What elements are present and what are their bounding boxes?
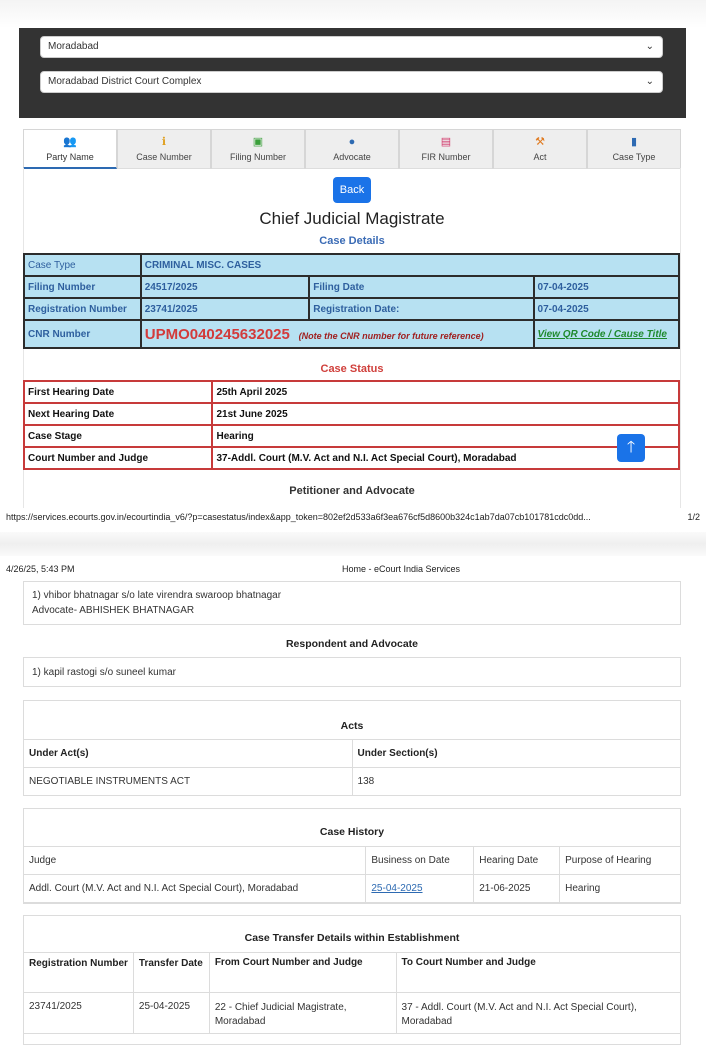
registration-number-value: 23741/2025	[141, 298, 310, 320]
district-select[interactable]	[40, 36, 663, 58]
tab-label: Case Type	[612, 152, 656, 162]
petitioner-card	[23, 581, 681, 625]
filing-date-label: Filing Date	[309, 276, 533, 298]
top-fade	[0, 0, 706, 28]
transfer-header: Transfer Date	[133, 953, 209, 993]
print-datetime: 4/26/25, 5:43 PM	[6, 564, 75, 574]
tab-label: FIR Number	[421, 152, 471, 162]
status-value: Hearing	[212, 425, 679, 447]
view-qr-code-link[interactable]: View QR Code / Cause Title	[537, 328, 667, 340]
tab-case-number[interactable]	[117, 129, 211, 169]
status-label: Next Hearing Date	[24, 403, 212, 425]
tab-party-name[interactable]	[23, 129, 117, 169]
history-header: Hearing Date	[474, 847, 560, 875]
court-complex-value: Moradabad District Court Complex	[48, 76, 202, 87]
transfer-to-court: 37 - Addl. Court (M.V. Act and N.I. Act Special Court), Moradabad	[396, 993, 680, 1034]
business-date-link[interactable]: 25-04-2025	[371, 883, 423, 894]
page-break	[0, 532, 706, 556]
acts-title: Acts	[340, 720, 364, 732]
history-hearing-date: 21-06-2025	[474, 875, 560, 903]
case-type-label: Case Type	[24, 254, 141, 276]
petitioner-advocate: Advocate- ABHISHEK BHATNAGAR	[32, 605, 195, 616]
respondent-name: 1) kapil rastogi s/o suneel kumar	[32, 667, 176, 678]
acts-header: Under Act(s)	[24, 740, 353, 768]
case-details-title: Case Details	[319, 235, 385, 247]
transfer-from-court: 22 - Chief Judicial Magistrate, Moradabad	[209, 993, 396, 1034]
tab-label: Party Name	[46, 152, 94, 162]
registration-date-value: 07-04-2025	[534, 298, 679, 320]
page-url: https://services.ecourts.gov.in/ecourtindia_v6/?p=casestatus/index&app_token=802ef2d533a6f3ea676cf5d8600b324c1ab7da07cb101781cdc0dd...	[6, 512, 591, 522]
status-label: Case Stage	[24, 425, 212, 447]
transfer-reg-number: 23741/2025	[24, 993, 134, 1034]
history-title: Case History	[319, 826, 385, 838]
acts-table	[23, 739, 681, 796]
fir-form-icon: ▤	[440, 136, 452, 148]
tab-case-type[interactable]	[587, 129, 681, 169]
registration-number-label: Registration Number	[24, 298, 141, 320]
info-icon: ℹ	[161, 136, 167, 148]
chevron-down-icon: ⌄	[645, 76, 654, 87]
status-value: 25th April 2025	[212, 381, 679, 403]
transfer-title: Case Transfer Details within Establishment	[244, 932, 460, 944]
history-judge: Addl. Court (M.V. Act and N.I. Act Special Court), Moradabad	[24, 875, 366, 903]
respondent-title: Respondent and Advocate	[285, 638, 419, 650]
tab-label: Advocate	[333, 152, 371, 162]
scroll-top-button[interactable]	[617, 434, 645, 462]
history-header: Business on Date	[366, 847, 474, 875]
file-copy-icon: ▣	[252, 136, 264, 148]
filing-number-label: Filing Number	[24, 276, 141, 298]
status-label: Court Number and Judge	[24, 447, 212, 469]
filing-date-value: 07-04-2025	[534, 276, 679, 298]
cnr-note: (Note the CNR number for future reference)	[298, 330, 484, 341]
tab-filing-number[interactable]	[211, 129, 305, 169]
history-header: Purpose of Hearing	[560, 847, 681, 875]
act-name: NEGOTIABLE INSTRUMENTS ACT	[24, 768, 353, 796]
registration-date-label: Registration Date:	[309, 298, 533, 320]
status-value: 21st June 2025	[212, 403, 679, 425]
history-table	[23, 846, 681, 903]
case-type-value: CRIMINAL MISC. CASES	[141, 254, 679, 276]
transfer-header: From Court Number and Judge	[209, 953, 396, 993]
tab-label: Act	[533, 152, 547, 162]
act-section: 138	[352, 768, 680, 796]
tab-advocate[interactable]	[305, 129, 399, 169]
court-title: Chief Judicial Magistrate	[259, 209, 445, 228]
transfer-table	[23, 952, 681, 1034]
case-status-title: Case Status	[320, 363, 384, 375]
transfer-header: Registration Number	[24, 953, 134, 993]
transfer-header: To Court Number and Judge	[396, 953, 680, 993]
page-number: 1/2	[687, 512, 700, 522]
print-footer	[6, 512, 700, 522]
print-header	[6, 564, 700, 574]
print-title: Home - eCourt India Services	[342, 564, 461, 574]
users-icon: 👥	[63, 136, 77, 148]
cnr-label: CNR Number	[24, 320, 141, 348]
search-tabs	[23, 129, 681, 169]
tab-label: Filing Number	[229, 152, 287, 162]
user-icon: ●	[348, 136, 356, 148]
case-details-table	[23, 253, 680, 349]
tab-fir-number[interactable]	[399, 129, 493, 169]
gavel-icon: ⚒	[535, 136, 545, 148]
respondent-card	[23, 657, 681, 687]
history-header: Judge	[24, 847, 366, 875]
history-purpose: Hearing	[560, 875, 681, 903]
status-value: 37-Addl. Court (M.V. Act and N.I. Act Special Court), Moradabad	[212, 447, 679, 469]
petitioner-name: 1) vhibor bhatnagar s/o late virendra swaroop bhatnagar	[32, 590, 282, 601]
back-button[interactable]: Back	[333, 177, 371, 203]
arrow-up-icon: 🡑	[626, 439, 636, 456]
document-icon: ▮	[630, 136, 638, 148]
court-complex-select[interactable]	[40, 71, 663, 93]
case-status-table	[23, 380, 680, 470]
tab-act[interactable]	[493, 129, 587, 169]
status-label: First Hearing Date	[24, 381, 212, 403]
petitioner-title: Petitioner and Advocate	[289, 485, 415, 497]
district-value: Moradabad	[48, 41, 99, 52]
sections-header: Under Section(s)	[352, 740, 680, 768]
tab-label: Case Number	[136, 152, 192, 162]
cnr-number: UPMO040245632025	[144, 325, 290, 343]
transfer-date: 25-04-2025	[133, 993, 209, 1034]
chevron-down-icon: ⌄	[645, 41, 654, 52]
filing-number-value: 24517/2025	[141, 276, 310, 298]
